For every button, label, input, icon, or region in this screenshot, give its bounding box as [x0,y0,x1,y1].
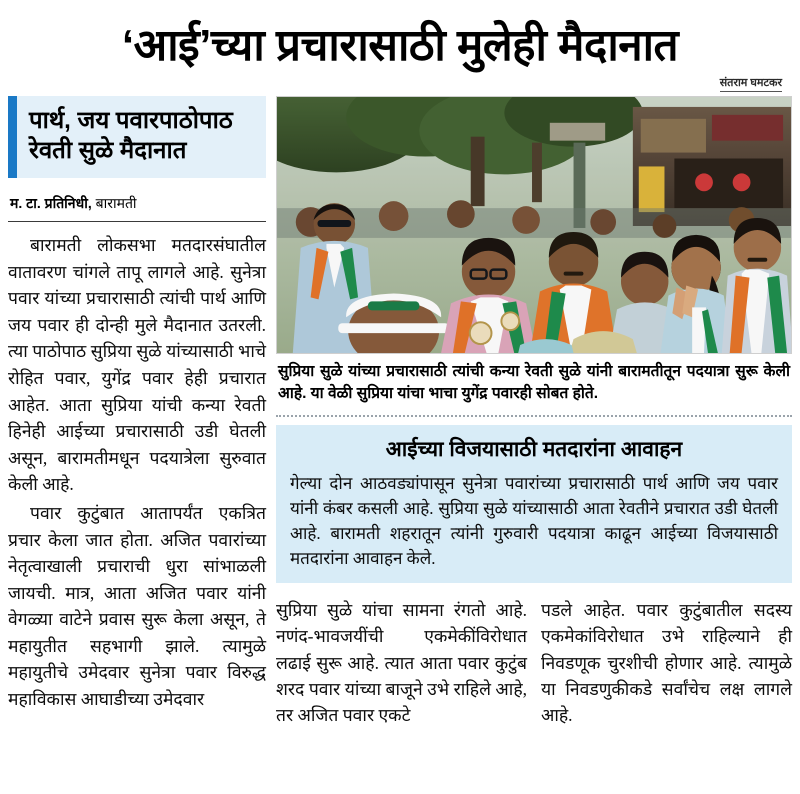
photo-credit: संतराम घमटकर [720,75,782,92]
photo-caption: सुप्रिया सुळे यांच्या प्रचारासाठी त्यांची कन्या रेवती सुळे यांनी बारामतीतून पदयात्रा सुरू केली आहे. या वेळी सुप्रिया यांचा भाचा युगेंद्र पवारही सोबत होते. [278,362,790,402]
bottom-columns [276,597,792,728]
rally-photo-illustration [277,97,791,353]
bottom-column-1 [276,597,527,728]
highlight-title: आईच्या विजयासाठी मतदारांना आवाहन [385,437,683,461]
right-column [276,96,792,729]
article-body-left [8,232,266,713]
rally-photo [276,96,792,354]
subheadline: पार्थ, जय पवारपाठोपाठ रेवती सुळे मैदानात [29,106,233,164]
highlight-body: गेल्या दोन आठवड्यांपासून सुनेत्रा पवारांच्या प्रचारासाठी पार्थ आणि जय पवार यांनी कंबर कसली आहे. सुप्रिया सुळे यांच्यासाठी आता रेवतीने प्रचारात उडी घेतली आहे. बारामती शहरातून त्यांनी गुरुवारी पदयात्रा काढून आईच्या विजयासाठी मतदारांना आवाहन केले. [290,473,778,568]
main-grid [8,96,792,729]
bottom-paragraph-1: सुप्रिया सुळे यांचा सामना रंगतो आहे. नणंद-भावजयींची एकमेकींविरोधात लढाई सुरू आहे. त्यात आता पवार कुटुंब शरद पवार यांच्या बाजूने उभे राहिले आहे, तर अजित पवार एकटे [276,600,527,726]
bottom-column-2 [541,597,792,728]
byline [8,192,266,221]
bottom-paragraph-2: पडले आहेत. पवार कुटुंबातील सदस्य एकमेकांविरोधात उभे राहिल्याने ही निवडणूक चुरशीची होणार आहे. त्यामुळे या निवडणुकीकडे सर्वांचेच लक्ष लागले आहे. [541,600,792,726]
credit-row [8,76,792,96]
page-title: ‘आई’च्या प्रचारासाठी मुलेही मैदानात [121,21,679,70]
body-paragraph-2: पवार कुटुंबात आतापर्यंत एकत्रित प्रचार केला जात होता. अजित पवारांच्या नेतृत्वाखाली प्रचाराची धुरा सांभाळली जायची. मात्र, आता अजित पवार यांनी वेगळ्या वाटेने प्रवास सुरू केला असून, ते महायुतीत सहभागी झाले. त्यामुळे महायुतीचे उमेदवार सुनेत्रा पवार विरुद्ध महाविकास आघाडीच्या उमेदवार [8,502,266,710]
byline-agency: म. टा. प्रतिनिधी, [10,194,92,211]
accent-bar [8,96,17,178]
body-paragraph-1: बारामती लोकसभा मतदारसंघातील वातावरण चांगले तापू लागले आहे. सुनेत्रा पवार यांच्या प्रचारासाठी त्यांची पार्थ आणि जय पवार ही दोन्ही मुले मैदानात उतरली. त्या पाठोपाठ सुप्रिया सुळे यांच्यासाठी भाचे रोहित पवार, युगेंद्र पवार हेही प्रचारात आहेत. आता सुप्रिया यांची कन्या रेवती हिनेही आईच्या प्रचारासाठी उडी घेतली असून, बारामतीमधून पदयात्रेला सुरुवात केली आहे. [8,234,266,495]
dotted-divider [276,415,792,417]
byline-divider [8,221,266,222]
subheadline-box [8,96,266,178]
highlight-box [276,425,792,584]
left-column [8,96,266,713]
byline-place: बारामती [91,194,137,211]
